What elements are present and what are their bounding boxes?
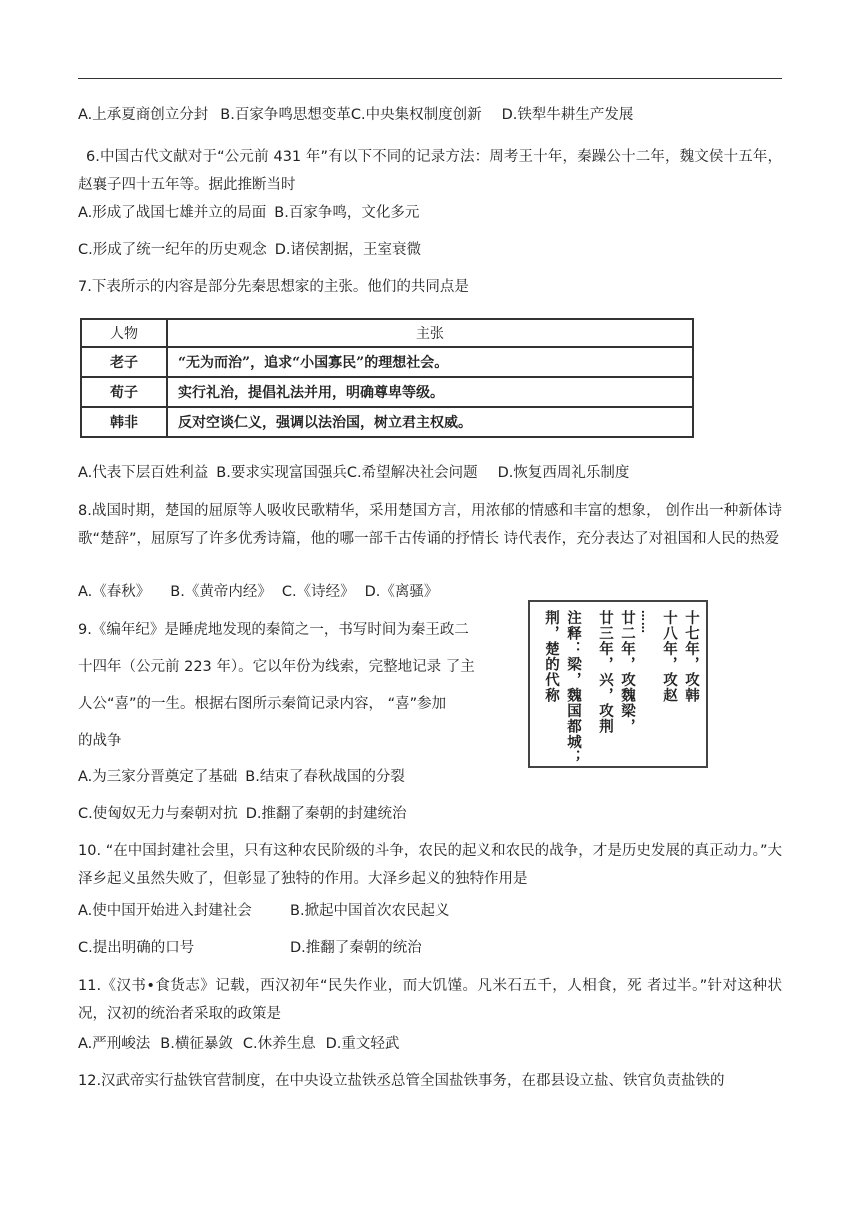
q7-option-d[interactable]: D.恢复西周礼乐制度 bbox=[497, 465, 630, 481]
slip-column: 廿二年，攻魏梁， bbox=[619, 610, 635, 734]
q6-option-a[interactable]: A.形成了战国七雄并立的局面 bbox=[78, 205, 267, 221]
q10-option-c[interactable]: C.提出明确的口号 bbox=[78, 940, 195, 956]
bamboo-slip-figure bbox=[528, 600, 708, 768]
q7-options bbox=[78, 463, 629, 483]
q11-option-d[interactable]: D.重文轻武 bbox=[325, 1036, 400, 1052]
q6-option-c[interactable]: C.形成了统一纪年的历史观念 bbox=[78, 242, 267, 258]
q6-stem: 6.中国古代文献对于“公元前 431 年”有以下不同的记录方法：周考王十年，秦躁公十二年，魏文侯十五年，赵襄子四十五年等。据此推断当时 bbox=[78, 149, 782, 193]
q7-table bbox=[80, 318, 694, 438]
q9-stem-line-3: 人公“喜”的一生。根据右图所示秦简记录内容， “喜”参加 bbox=[78, 696, 447, 712]
q12-stem: 12.汉武帝实行盐铁官营制度，在中央设立盐铁丞总管全国盐铁事务，在郡县设立盐、铁官负责盐铁的 bbox=[78, 1073, 725, 1089]
q10-option-d[interactable]: D.推翻了秦朝的统治 bbox=[290, 940, 422, 956]
q6-option-b[interactable]: B.百家争鸣，文化多元 bbox=[274, 205, 420, 221]
q5-option-a[interactable]: A.上承夏商创立分封 bbox=[78, 107, 209, 123]
q7-stem: 7.下表所示的内容是部分先秦思想家的主张。他们的共同点是 bbox=[78, 279, 469, 295]
q5-option-b[interactable]: B.百家争鸣思想变革 bbox=[220, 107, 351, 123]
q9-stem-line-2: 十四年（公元前 223 年）。它以年份为线索，完整地记录 了主 bbox=[78, 659, 475, 675]
q8-stem: 8.战国时期，楚国的屈原等人吸收民歌精华，采用楚国方言，用浓郁的情感和丰富的想象， 创作出一种新体诗歌“楚辞”，屈原写了许多优秀诗篇，他的哪一部千古传诵的抒情长 诗代表作，充分表达了对祖国和人民的热爱 bbox=[78, 503, 782, 547]
slip-column: 十七年，攻韩 bbox=[683, 610, 699, 703]
q8-option-d[interactable]: D.《离骚》 bbox=[364, 584, 439, 600]
q11-options bbox=[78, 1034, 399, 1054]
table-row bbox=[81, 377, 693, 407]
table-cell-name: 韩非 bbox=[81, 407, 167, 437]
table-cell-name: 老子 bbox=[81, 347, 167, 377]
slip-column: 廿三年，兴，攻荆 bbox=[597, 610, 613, 734]
q8-option-a[interactable]: A.《春秋》 bbox=[78, 584, 151, 600]
table-row bbox=[81, 347, 693, 377]
table-cell-claim: 实行礼治，提倡礼法并用，明确尊卑等级。 bbox=[167, 377, 693, 407]
slip-note-column: 注释：梁，魏国都城； bbox=[565, 610, 581, 765]
q9-options-row2 bbox=[78, 804, 407, 824]
q8-option-b[interactable]: B.《黄帝内经》 bbox=[170, 584, 272, 600]
q11-option-a[interactable]: A.严刑峻法 bbox=[78, 1036, 151, 1052]
q11-stem: 11.《汉书•食货志》记载，西汉初年“民失作业，而大饥馑。凡米石五千，人相食，死 者过半。”针对这种状况，汉初的统治者采取的政策是 bbox=[78, 978, 782, 1022]
q10-option-b[interactable]: B.掀起中国首次农民起义 bbox=[290, 903, 450, 919]
q5-option-c[interactable]: C.中央集权制度创新 bbox=[350, 107, 482, 123]
q10-options-row1 bbox=[78, 901, 450, 921]
q9-stem-line-4: 的战争 bbox=[78, 733, 122, 749]
q9-option-d[interactable]: D.推翻了秦朝的封建统治 bbox=[245, 806, 407, 822]
q5-option-d[interactable]: D.铁犁牛耕生产发展 bbox=[501, 107, 634, 123]
q7-option-a[interactable]: A.代表下层百姓利益 bbox=[78, 465, 209, 481]
q6-options-row1 bbox=[78, 203, 419, 223]
header-rule bbox=[78, 78, 782, 79]
table-cell-name: 荀子 bbox=[81, 377, 167, 407]
q9-option-c[interactable]: C.使匈奴无力与秦朝对抗 bbox=[78, 806, 238, 822]
slip-note-column: 荆，楚的代称 bbox=[543, 610, 559, 703]
q5-options bbox=[78, 105, 633, 125]
q6-option-d[interactable]: D.诸侯割据，王室衰微 bbox=[274, 242, 422, 258]
q6-options-row2 bbox=[78, 240, 421, 260]
q11-option-c[interactable]: C.休养生息 bbox=[242, 1036, 316, 1052]
table-header-person: 人物 bbox=[81, 319, 167, 347]
q11-option-b[interactable]: B.横征暴敛 bbox=[160, 1036, 233, 1052]
q9-stem-line-1: 9.《编年纪》是睡虎地发现的秦简之一，书写时间为秦王政二 bbox=[78, 622, 469, 638]
table-row bbox=[81, 407, 693, 437]
table-cell-claim: “无为而治”，追求“小国寡民”的理想社会。 bbox=[167, 347, 693, 377]
q9-options-row1 bbox=[78, 767, 405, 787]
q8-options bbox=[78, 582, 438, 602]
q7-option-b[interactable]: B.要求实现富国强兵 bbox=[216, 465, 347, 481]
q10-options-row2 bbox=[78, 938, 422, 958]
q9-option-a[interactable]: A.为三家分晋奠定了基础 bbox=[78, 769, 238, 785]
table-header-row bbox=[81, 319, 693, 347]
table-header-claim: 主张 bbox=[167, 319, 693, 347]
table-cell-claim: 反对空谈仁义，强调以法治国，树立君主权威。 bbox=[167, 407, 693, 437]
slip-column: 十八年，攻赵 bbox=[661, 610, 677, 703]
q9-option-b[interactable]: B.结束了春秋战国的分裂 bbox=[245, 769, 405, 785]
slip-column: …… bbox=[639, 610, 652, 634]
q8-option-c[interactable]: C.《诗经》 bbox=[281, 584, 355, 600]
q10-option-a[interactable]: A.使中国开始进入封建社会 bbox=[78, 903, 252, 919]
q10-stem: 10. “在中国封建社会里，只有这种农民阶级的斗争，农民的起义和农民的战争，才是历史发展的真正动力。”大泽乡起义虽然失败了，但彰显了独特的作用。大泽乡起义的独特作用是 bbox=[78, 843, 782, 887]
q7-option-c[interactable]: C.希望解决社会问题 bbox=[346, 465, 478, 481]
